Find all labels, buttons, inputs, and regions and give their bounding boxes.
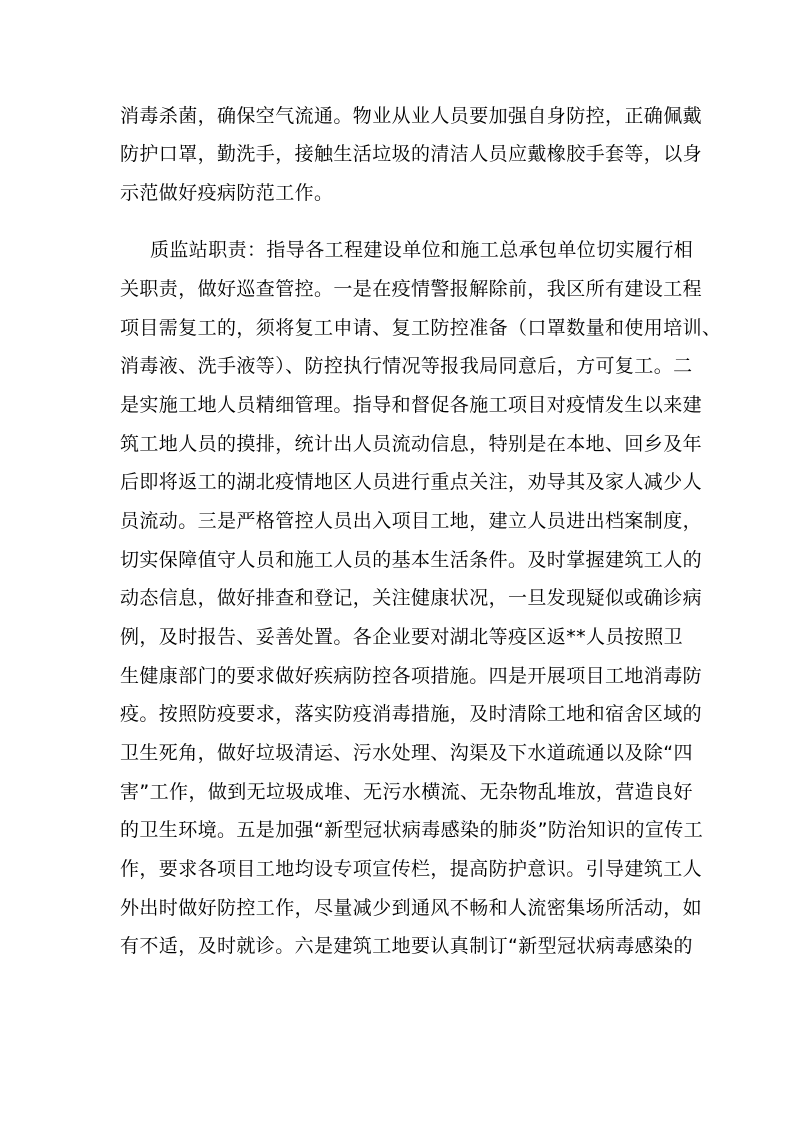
paragraph-line: 是实施工地人员精细管理。指导和督促各施工项目对疫情发生以来建 xyxy=(120,394,703,416)
paragraph-line: 员流动。三是严格管控人员出入项目工地，建立人员进出档案制度， xyxy=(120,510,703,532)
paragraph-line: 生健康部门的要求做好疾病防控各项措施。四是开展项目工地消毒防 xyxy=(120,665,703,687)
paragraph-line: 筑工地人员的摸排，统计出人员流动信息，特别是在本地、回乡及年 xyxy=(120,433,703,455)
paragraph-line: 示范做好疫病防范工作。 xyxy=(120,182,334,204)
paragraph-line: 外出时做好防控工作，尽量减少到通风不畅和人流密集场所活动，如 xyxy=(120,897,703,919)
paragraph-line: 例，及时报告、妥善处置。各企业要对湖北等疫区返**人员按照卫 xyxy=(120,626,684,648)
paragraph-line: 防护口罩，勤洗手，接触生活垃圾的清洁人员应戴橡胶手套等，以身 xyxy=(120,143,703,165)
paragraph-line: 的卫生环境。五是加强“新型冠状病毒感染的肺炎”防治知识的宣传工 xyxy=(120,819,704,841)
paragraph-line: 项目需复工的，须将复工申请、复工防控准备（口罩数量和使用培训、 xyxy=(120,317,722,339)
paragraph-line: 卫生死角，做好垃圾清运、污水处理、沟渠及下水道疏通以及除“四 xyxy=(120,742,693,764)
paragraph-line: 疫。按照防疫要求，落实防疫消毒措施，及时清除工地和宿舍区域的 xyxy=(120,703,703,725)
paragraph-line: 后即将返工的湖北疫情地区人员进行重点关注，劝导其及家人减少人 xyxy=(120,471,703,493)
paragraph-line: 消毒液、洗手液等）、防控执行情况等报我局同意后，方可复工。二 xyxy=(120,355,693,377)
paragraph-line: 消毒杀菌，确保空气流通。物业从业人员要加强自身防控，正确佩戴 xyxy=(120,105,703,127)
paragraph-line: 切实保障值守人员和施工人员的基本生活条件。及时掌握建筑工人的 xyxy=(120,549,703,571)
paragraph-line: 关职责，做好巡查管控。一是在疫情警报解除前，我区所有建设工程 xyxy=(120,278,703,300)
paragraph-line: 害”工作，做到无垃圾成堆、无污水横流、无杂物乱堆放，营造良好 xyxy=(120,781,693,803)
paragraph-line: 质监站职责：指导各工程建设单位和施工总承包单位切实履行相 xyxy=(150,239,694,261)
paragraph-line: 作，要求各项目工地均设专项宣传栏，提高防护意识。引导建筑工人 xyxy=(120,858,703,880)
paragraph-line: 有不适，及时就诊。六是建筑工地要认真制订“新型冠状病毒感染的 xyxy=(120,935,693,957)
paragraph-line: 动态信息，做好排查和登记，关注健康状况，一旦发现疑似或确诊病 xyxy=(120,587,703,609)
